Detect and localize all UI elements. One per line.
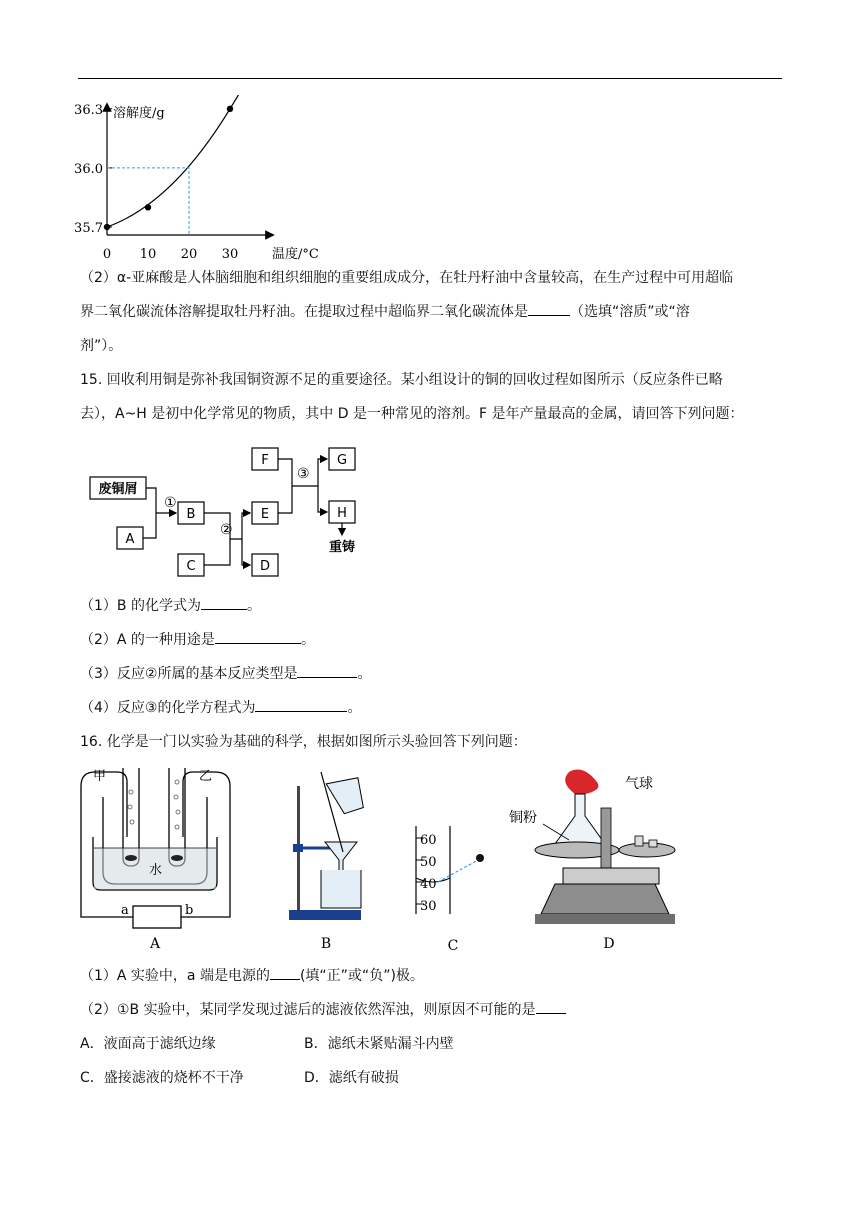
option-d[interactable]: D．滤纸有破损 [304, 1070, 399, 1086]
option-b[interactable]: B．滤纸未紧贴漏斗内壁 [304, 1036, 454, 1052]
stand-base [289, 910, 361, 920]
q15-sub3-text: （3）反应②所属的基本反应类型是 [80, 666, 298, 682]
weight-1 [635, 836, 643, 846]
q14-2-line2-tail: （选填“溶质”或“溶 [570, 304, 690, 320]
wire-right [181, 772, 230, 917]
electrode-right [171, 855, 183, 861]
answer-blank[interactable] [255, 711, 347, 712]
q15-sub3-end: 。 [357, 666, 372, 682]
electrode-left [125, 855, 137, 861]
connector-3 [278, 459, 292, 513]
data-point [145, 204, 151, 210]
balance-pan-right [619, 843, 675, 857]
eye-icon [476, 854, 484, 862]
q15-sub1-text: （1）B 的化学式为 [80, 598, 201, 614]
connector-2 [204, 513, 230, 565]
label-a: A [125, 532, 135, 547]
figure-b-label: B [320, 936, 332, 952]
clamp-knob [293, 844, 303, 852]
data-point [104, 224, 110, 230]
q16-line1: 16. 化学是一门以实验为基础的科学，根据如图所示头验回答下列问题： [80, 734, 527, 750]
figure-c-cylinder [410, 826, 500, 958]
y-tick-label: 35.7 [74, 221, 103, 236]
q15-sub3 [80, 663, 371, 685]
answer-blank[interactable] [201, 609, 247, 610]
arrow-2-d [242, 539, 250, 565]
label-g: G [336, 453, 348, 468]
label-b-terminal: b [185, 903, 194, 918]
label-copper: 铜粉 [509, 810, 537, 826]
tick-40: 40 [420, 877, 437, 892]
q15-sub4 [80, 697, 361, 719]
x-tick-label: 0 [102, 247, 112, 262]
figure-b-filtration [283, 768, 373, 958]
q14-2-line2 [80, 301, 690, 323]
recycling-flow-diagram [80, 440, 380, 580]
beaker-bottom [321, 870, 361, 908]
answer-blank[interactable] [215, 643, 301, 644]
balance-foot [535, 914, 675, 924]
answer-blank[interactable] [270, 979, 300, 980]
bubbles [128, 780, 180, 829]
q16-sub1 [80, 965, 424, 987]
label-f: F [261, 453, 269, 468]
q15-sub2-end: 。 [300, 632, 315, 648]
x-axis-label: 温度/°C [272, 247, 319, 262]
q15-line2: 去），A~H 是初中化学常见的物质，其中 D 是一种常见的溶剂。F 是年产量最高的金属，请回答下列问题： [80, 406, 744, 422]
q14-2-line3: 剂”）。 [80, 338, 123, 354]
beaker-top [326, 774, 367, 816]
sight-line [438, 860, 478, 882]
figure-a-label: A [149, 936, 161, 952]
arrow-3-g [318, 459, 327, 486]
x-tick-label: 20 [180, 247, 198, 262]
figure-a-electrolysis [75, 762, 245, 957]
q15-sub4-text: （4）反应③的化学方程式为 [80, 700, 256, 716]
balance-base [541, 884, 669, 914]
q15-sub2 [80, 629, 315, 651]
y-axis-label: 溶解度/g [113, 106, 165, 121]
label-start: 废铜屑 [98, 482, 138, 497]
answer-blank[interactable] [297, 677, 357, 678]
x-tick-label: 10 [139, 247, 157, 262]
label-step2: ② [220, 522, 233, 538]
weight-2 [649, 840, 657, 847]
wire-left [81, 772, 133, 917]
tick-60: 60 [420, 833, 437, 848]
tick-50: 50 [420, 855, 437, 870]
option-c[interactable]: C．盛接滤液的烧杯不干净 [80, 1070, 244, 1086]
tick-30: 30 [420, 899, 437, 914]
label-d: D [259, 559, 271, 574]
power-supply [133, 906, 181, 928]
arrow-2-e [230, 513, 250, 539]
q14-2-line1: （2）α-亚麻酸是人体脑细胞和组织细胞的重要组成成分，在牡丹籽油中含量较高，在生产过程中可用超临 [80, 270, 734, 286]
label-step1: ① [164, 495, 177, 511]
header-rule [78, 78, 782, 79]
label-step3: ③ [297, 466, 310, 482]
label-a-terminal: a [121, 903, 129, 918]
option-a[interactable]: A．液面高于滤纸边缘 [80, 1036, 216, 1052]
balance-column [601, 808, 611, 868]
answer-blank[interactable] [528, 315, 570, 316]
label-recast: 重铸 [328, 540, 356, 555]
highlight-guide [107, 168, 189, 235]
q16-sub2 [80, 999, 566, 1021]
x-tick-label: 30 [221, 247, 239, 262]
label-e: E [260, 507, 270, 522]
figure-d-label: D [603, 936, 615, 952]
label-c: C [186, 559, 196, 574]
figure-c-label: C [447, 938, 459, 954]
arrow-3-h [318, 486, 327, 512]
label-balloon: 气球 [625, 776, 653, 792]
q16-sub2-text: （2）①B 实验中，某同学发现过滤后的滤液依然浑浊，则原因不可能的是 [80, 1002, 536, 1018]
q16-sub1-end: (填“正”或“负”)极。 [299, 968, 424, 984]
label-jia: 甲 [93, 769, 107, 784]
label-water: 水 [149, 863, 163, 878]
label-yi: 乙 [199, 769, 213, 784]
label-h: H [337, 506, 347, 521]
figure-d-balance [505, 762, 685, 958]
label-b: B [186, 507, 196, 522]
balloon [565, 770, 598, 794]
answer-blank[interactable] [536, 1013, 566, 1014]
q15-sub1 [80, 595, 261, 617]
flask [555, 794, 605, 844]
balance-beam [563, 868, 659, 884]
data-point [227, 106, 233, 112]
y-tick-label: 36.0 [74, 161, 103, 177]
y-tick-label: 36.3 [74, 102, 103, 118]
q14-2-line2-text: 界二氧化碳流体溶解提取牡丹籽油。在提取过程中超临界二氧化碳流体是 [80, 304, 528, 320]
solubility-chart [70, 95, 340, 265]
q16-sub1-text: （1）A 实验中，a 端是电源的 [80, 968, 270, 984]
q15-sub1-end: 。 [246, 598, 261, 614]
q15-sub4-end: 。 [347, 700, 362, 716]
q15-sub2-text: （2）A 的一种用途是 [80, 632, 215, 648]
q15-line1: 15. 回收利用铜是弥补我国铜资源不足的重要途径。某小组设计的铜的回收过程如图所示（反应条件已略 [80, 372, 723, 388]
connector-1 [143, 488, 156, 538]
